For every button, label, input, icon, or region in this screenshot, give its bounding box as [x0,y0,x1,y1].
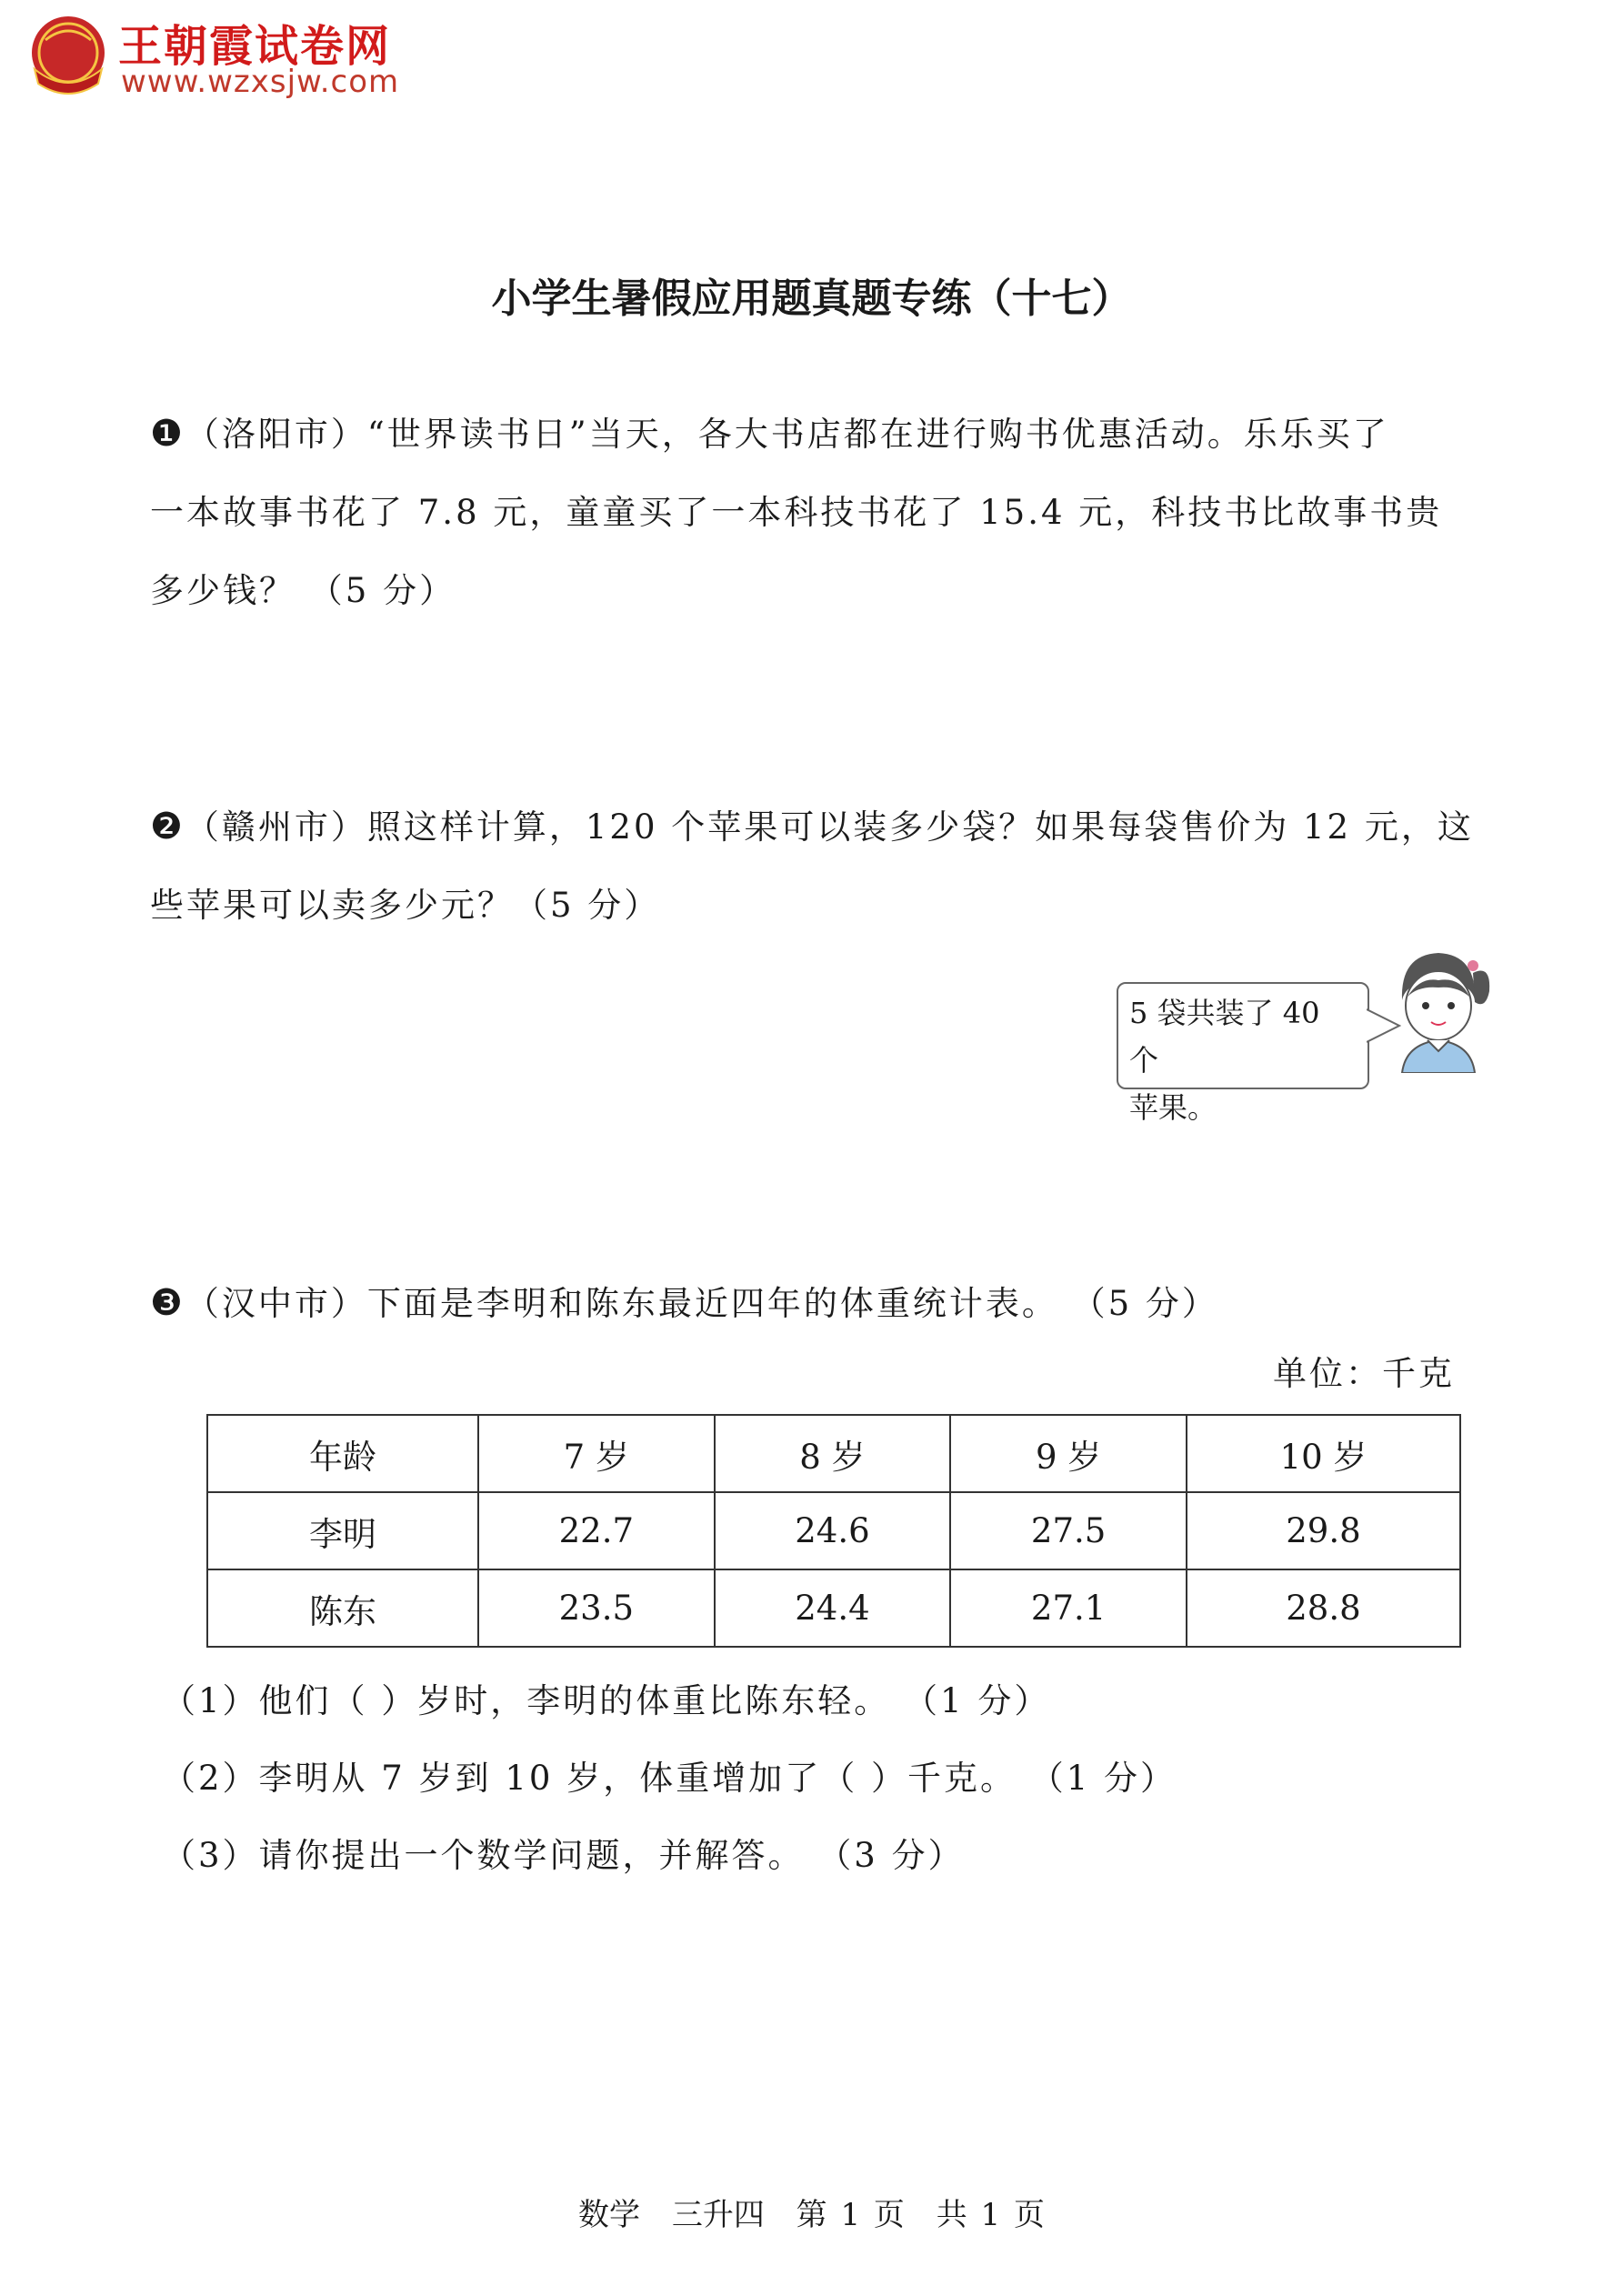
question-1-number-icon: ❶ [150,413,185,455]
table-header-cell: 10 岁 [1187,1415,1460,1492]
question-1-text-1: （洛阳市）“世界读书日”当天，各大书店都在进行购书优惠活动。乐乐买了 [185,415,1389,454]
question-3 [150,1264,1487,1343]
question-2-text-1: （赣州市）照这样计算，120 个苹果可以装多少袋？如果每袋售价为 12 元，这 [185,807,1474,847]
brand-name: 王朝霞试卷网 [118,21,392,72]
table-header-cell: 9 岁 [950,1415,1187,1492]
page-footer [0,2190,1623,2234]
brand-logo [25,13,112,99]
table-cell: 29.8 [1187,1492,1460,1569]
question-3-line-1 [150,1264,1487,1343]
table-header-cell: 7 岁 [478,1415,715,1492]
table-cell: 28.8 [1187,1569,1460,1647]
question-1-line-2: 一本故事书花了 7.8 元，童童买了一本科技书花了 15.4 元，科技书比故事书贵 [150,493,1443,532]
table-cell: 24.4 [715,1569,951,1647]
question-1-line-3: 多少钱？ （5 分） [150,571,456,610]
table-cell: 27.5 [950,1492,1187,1569]
question-1 [150,395,1487,630]
speech-bubble-line-2: 苹果。 [1129,1090,1217,1125]
sub-question-3: （3）请你提出一个数学问题，并解答。 （3 分） [162,1836,965,1875]
girl-illustration-icon [1384,946,1493,1073]
question-3-number-icon: ❸ [150,1282,185,1324]
speech-bubble [1117,982,1369,1125]
footer-grade: 三升四 [671,2197,765,2233]
footer-subject: 数学 [578,2197,641,2233]
question-3-text: （汉中市）下面是李明和陈东最近四年的体重统计表。 （5 分） [185,1284,1218,1323]
weight-table [206,1414,1461,1648]
table-header-cell: 年龄 [207,1415,478,1492]
page-title: 小学生暑假应用题真题专练（十七） [491,276,1132,322]
question-2-line-2: 些苹果可以卖多少元？（5 分） [150,886,661,925]
question-1-line-1 [150,395,1487,474]
table-cell: 李明 [207,1492,478,1569]
table-cell: 22.7 [478,1492,715,1569]
table-header-row [207,1415,1460,1492]
brand-url[interactable]: www.wzxsjw.com [121,64,400,100]
speech-bubble-line-1: 5 袋共装了 40 个 [1129,996,1320,1078]
table-cell: 27.1 [950,1569,1187,1647]
table-cell: 23.5 [478,1569,715,1647]
question-2-line-1 [150,787,1487,867]
question-2 [150,787,1487,945]
sub-question-1: （1）他们（ ）岁时，李明的体重比陈东轻。 （1 分） [162,1681,1051,1720]
sub-question-2: （2）李明从 7 岁到 10 岁，体重增加了（ ）千克。 （1 分） [162,1759,1177,1798]
table-row [207,1569,1460,1647]
unit-label: 单位：千克 [1273,1354,1455,1393]
table-cell: 24.6 [715,1492,951,1569]
footer-total: 共 1 页 [936,2197,1045,2233]
question-2-number-icon: ❷ [150,806,185,847]
table-header-cell: 8 岁 [715,1415,951,1492]
table-row [207,1492,1460,1569]
table-cell: 陈东 [207,1569,478,1647]
footer-page: 第 1 页 [796,2197,905,2233]
